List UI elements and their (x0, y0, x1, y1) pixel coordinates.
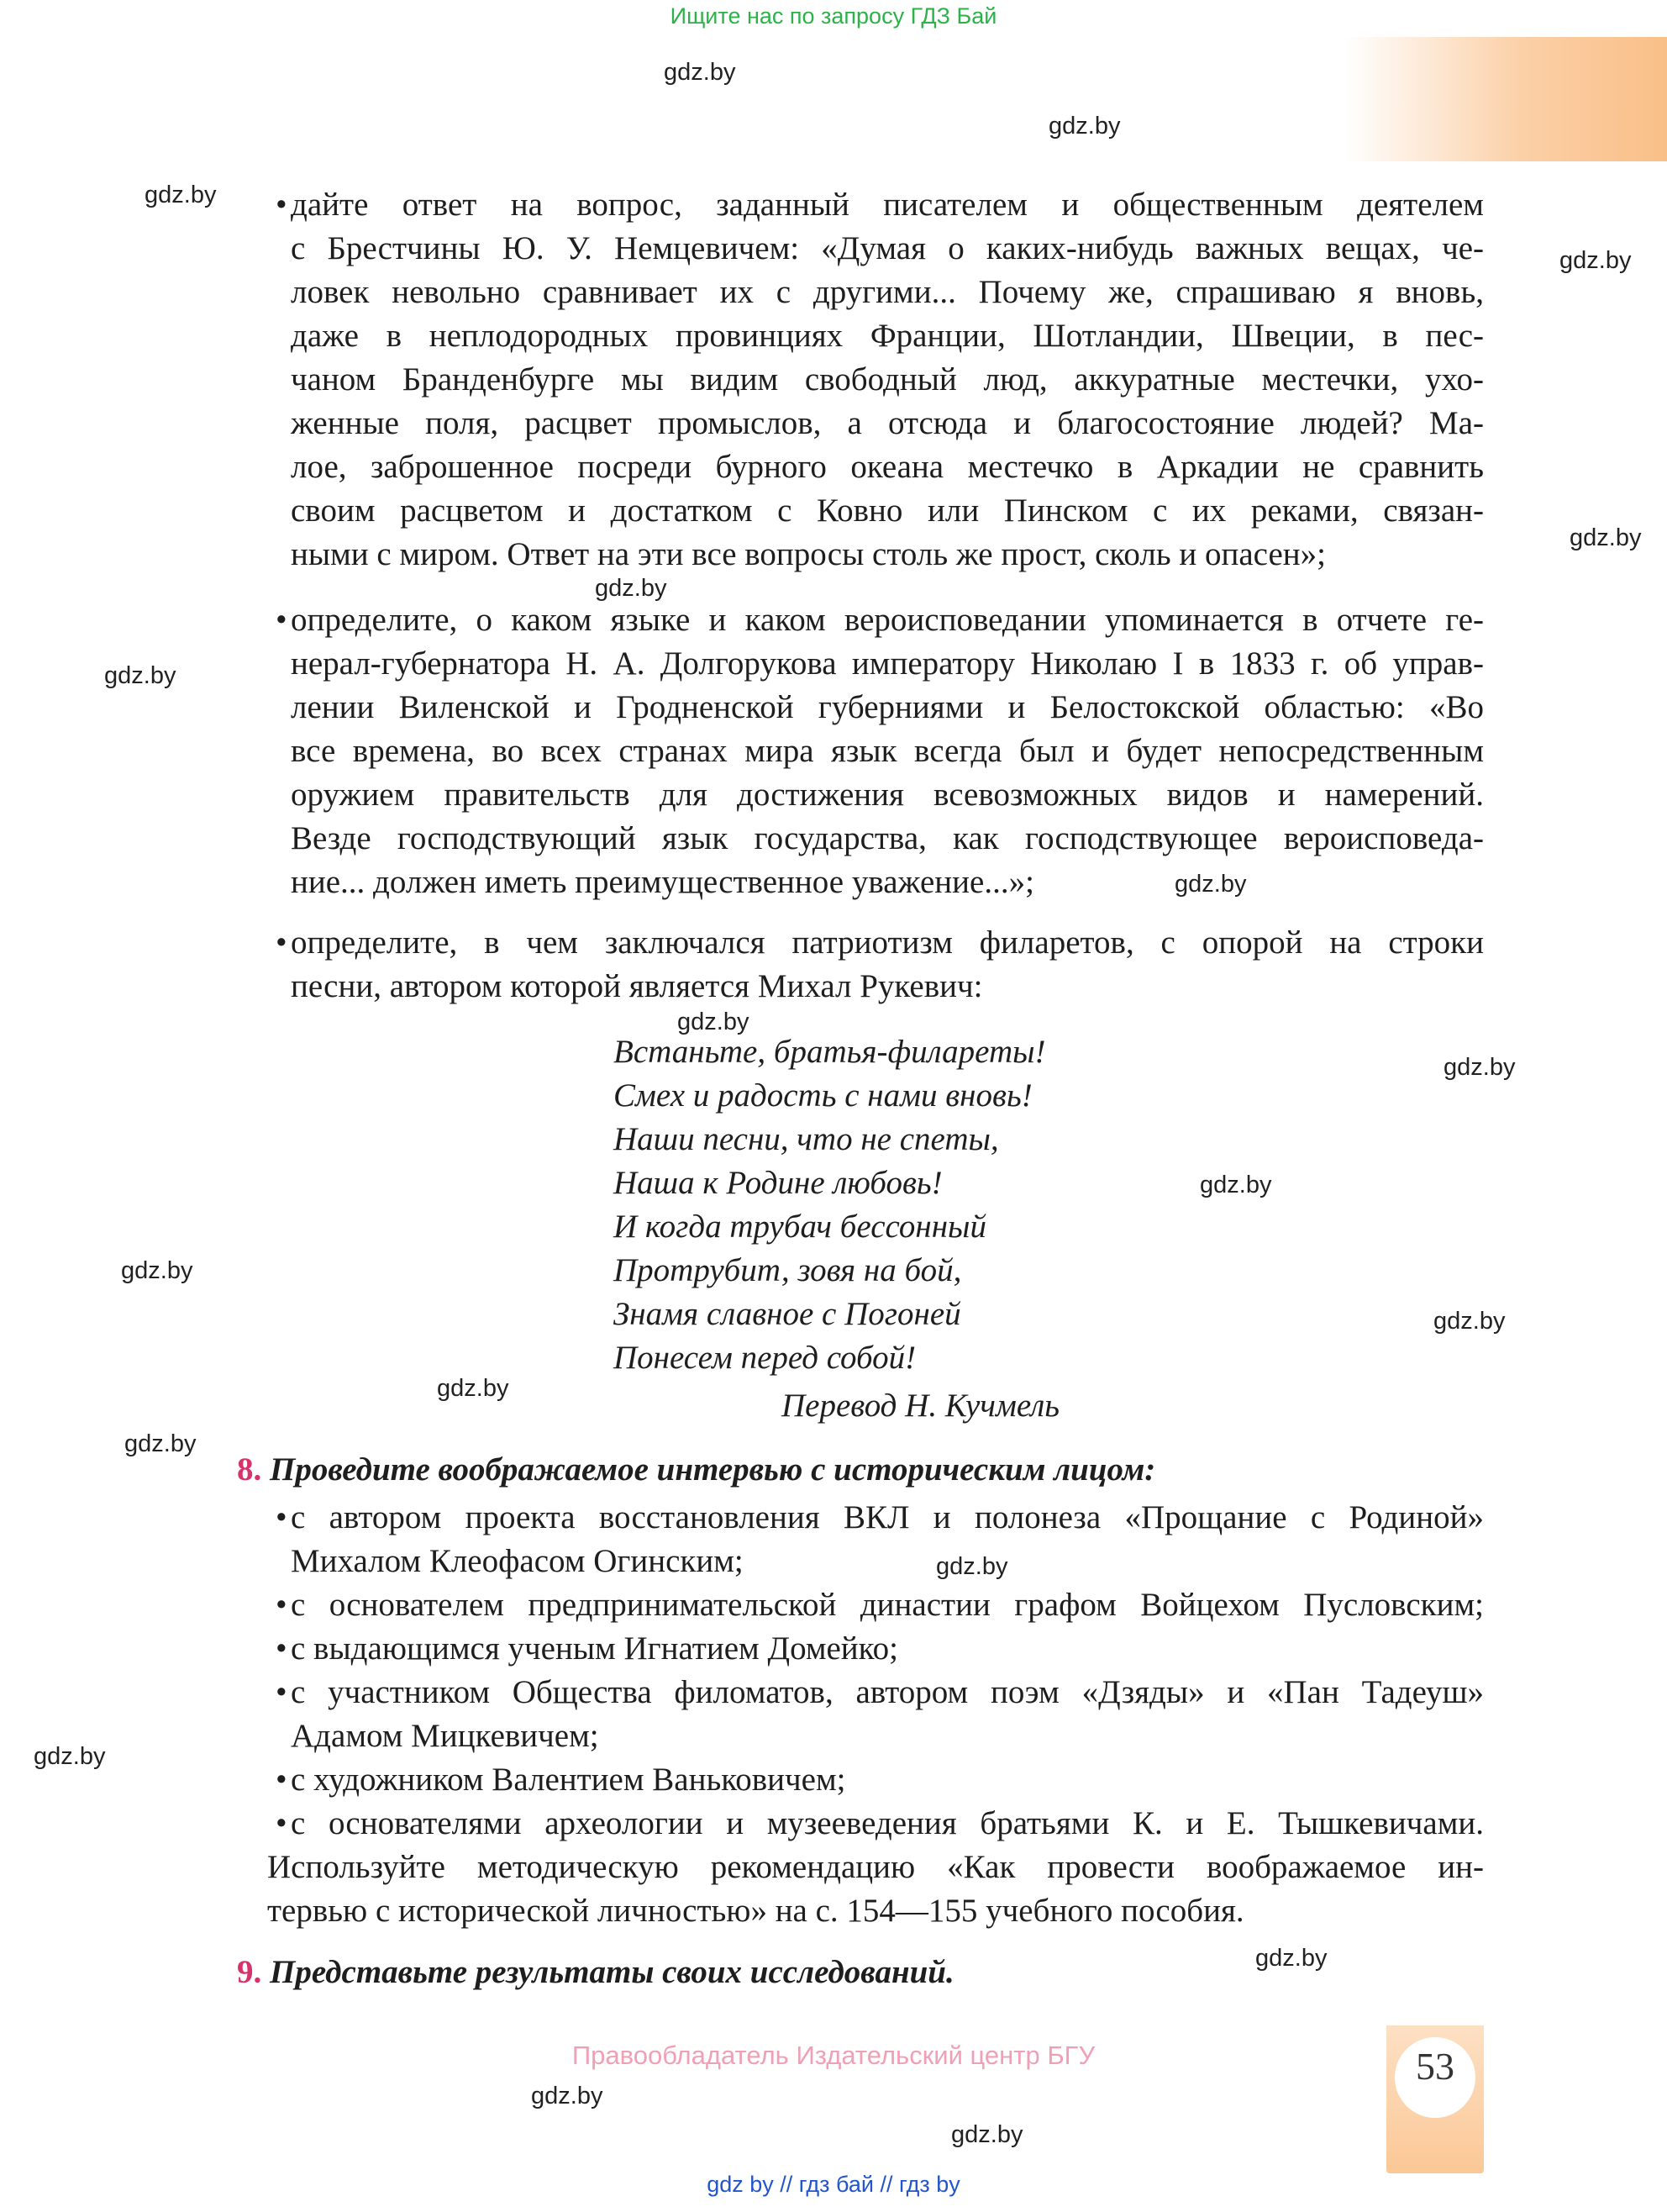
text-line: ными с миром. Ответ на эти все вопросы столь же прост, сколь и опасен»; (291, 536, 1326, 572)
text-line: лении Виленской и Гродненской губерниями и Белостокской областью: «Во (291, 689, 1484, 725)
copyright-owner: Правообладатель Издательский центр БГУ (571, 2041, 1096, 2070)
top-banner-link[interactable]: Ищите нас по запросу ГДЗ Бай (670, 3, 997, 29)
watermark: gdz.by (1049, 113, 1121, 140)
bullet-marker: • (276, 1762, 287, 1798)
bullet-marker: • (276, 1630, 287, 1667)
task-8-item (276, 1758, 1484, 1802)
poem-line: Наша к Родине любовь! (613, 1165, 943, 1201)
text-line: своим расцветом и достатком с Ковно или Пинском с их реками, связан- (291, 492, 1484, 529)
bullet-marker: • (276, 602, 287, 638)
task-title: Проведите воображаемое интервью с историческим лицом: (270, 1451, 1156, 1488)
text-line: Адамом Мицкевичем; (291, 1718, 599, 1754)
watermark: gdz.by (1255, 1945, 1328, 1972)
watermark: gdz.by (664, 59, 736, 86)
bottom-links[interactable]: gdz by // гдз бай // гдз by (707, 2172, 960, 2197)
task-title: Представьте результаты своих исследований. (270, 1954, 954, 1990)
text-line: женные поля, расцвет промыслов, а отсюда и благосостояние людей? Ма- (291, 405, 1484, 441)
text-line: с участником Общества филоматов, автором поэм «Дзяды» и «Пан Тадеуш» (291, 1674, 1484, 1710)
corner-decoration (1344, 37, 1667, 161)
task-number: 9. (237, 1954, 262, 1990)
watermark: gdz.by (1559, 247, 1632, 274)
watermark: gdz.by (677, 1009, 749, 1035)
text-line: дайте ответ на вопрос, заданный писателем и общественным деятелем (291, 187, 1484, 223)
text-line: ловек невольно сравнивает их с другими... Почему же, спрашиваю я вновь, (291, 274, 1484, 310)
task-8-item (276, 1671, 1484, 1758)
text-line: Михалом Клеофасом Огинским; (291, 1543, 744, 1579)
text-line: с художником Валентием Ваньковичем; (291, 1762, 846, 1798)
task-8-item (276, 1583, 1484, 1627)
text-line: тервью с исторической личностью» на с. 154—155 учебного пособия. (267, 1893, 1244, 1929)
watermark: gdz.by (1175, 871, 1247, 898)
watermark: gdz.by (531, 2083, 603, 2109)
watermark: gdz.by (124, 1430, 197, 1457)
text-line: даже в неплодородных провинциях Франции, Шотландии, Швеции, в пес- (291, 318, 1484, 354)
bullet-marker: • (276, 1499, 287, 1535)
text-line: Используйте методическую рекомендацию «Как провести воображаемое ин- (267, 1849, 1484, 1885)
bullet-paragraph-dolgorukov (276, 598, 1484, 904)
text-line: оружием правительств для достижения всевозможных видов и намерений. (291, 777, 1484, 813)
watermark: gdz.by (951, 2121, 1023, 2148)
task-8-item (276, 1496, 1484, 1583)
bullet-marker: • (276, 187, 287, 223)
watermark: gdz.by (936, 1553, 1008, 1580)
text-line: все времена, во всех странах мира язык всегда был и будет непосредственным (291, 733, 1484, 769)
poem-line: Встаньте, братья-филареты! (613, 1034, 1046, 1070)
task-8-item (276, 1627, 1484, 1671)
task-8-heading (237, 1451, 1155, 1488)
text-line: лое, заброшенное посреди бурного океана местечко в Аркадии не сравнить (291, 449, 1484, 485)
poem (613, 1030, 1046, 1380)
task-8-item (276, 1802, 1484, 1846)
task-8-note (267, 1846, 1484, 1933)
poem-line: И когда трубач бессонный (613, 1209, 986, 1245)
text-line: чаном Бранденбурге мы видим свободный люд, аккуратные местечки, ухо- (291, 361, 1484, 398)
text-line: с выдающимся ученым Игнатием Домейко; (291, 1630, 898, 1667)
bullet-marker: • (276, 1674, 287, 1710)
text-line: определите, в чем заключался патриотизм филаретов, с опорой на строки (291, 924, 1484, 961)
poem-translator: Перевод Н. Кучмель (781, 1388, 1060, 1424)
text-line: определите, о каком языке и каком вероисповедании упоминается в отчете ге- (291, 602, 1484, 638)
poem-line: Наши песни, что не спеты, (613, 1121, 999, 1157)
poem-line: Понесем перед собой! (613, 1340, 917, 1376)
page-number: 53 (1416, 2045, 1454, 2088)
task-number: 8. (237, 1451, 262, 1488)
text-line: нерал-губернатора Н. А. Долгорукова императору Николаю I в 1833 г. об управ- (291, 645, 1484, 682)
bullet-marker: • (276, 1587, 287, 1623)
bullet-marker: • (276, 924, 287, 961)
watermark: gdz.by (437, 1375, 509, 1402)
watermark: gdz.by (595, 575, 667, 602)
text-line: с основателем предпринимательской династии графом Войцехом Пусловским; (291, 1587, 1484, 1623)
text-line: с Брестчины Ю. У. Немцевичем: «Думая о каких-нибудь важных вещах, че- (291, 230, 1484, 266)
watermark: gdz.by (1444, 1054, 1516, 1081)
bullet-marker: • (276, 1805, 287, 1841)
watermark: gdz.by (1570, 524, 1642, 551)
text-line: ние... должен иметь преимущественное уважение...»; (291, 864, 1034, 900)
watermark: gdz.by (1433, 1308, 1506, 1335)
watermark: gdz.by (1200, 1172, 1272, 1198)
watermark: gdz.by (34, 1743, 106, 1770)
task-9-heading (237, 1953, 954, 1991)
watermark: gdz.by (104, 662, 176, 689)
text-line: Везде господствующий язык государства, как господствующее вероисповеда- (291, 820, 1484, 856)
text-line: с основателями археологии и музееведения братьями К. и Е. Тышкевичами. (291, 1805, 1484, 1841)
text-line: с автором проекта восстановления ВКЛ и полонеза «Прощание с Родиной» (291, 1499, 1484, 1535)
bullet-paragraph-filarets (276, 921, 1484, 1009)
poem-line: Знамя славное с Погоней (613, 1296, 961, 1332)
watermark: gdz.by (145, 182, 217, 208)
poem-line: Протрубит, зовя на бой, (613, 1252, 962, 1288)
watermark: gdz.by (121, 1257, 193, 1284)
poem-line: Смех и радость с нами вновь! (613, 1077, 1033, 1114)
bullet-paragraph-nemtsevich (276, 183, 1484, 577)
text-line: песни, автором которой является Михал Рукевич: (291, 968, 983, 1004)
